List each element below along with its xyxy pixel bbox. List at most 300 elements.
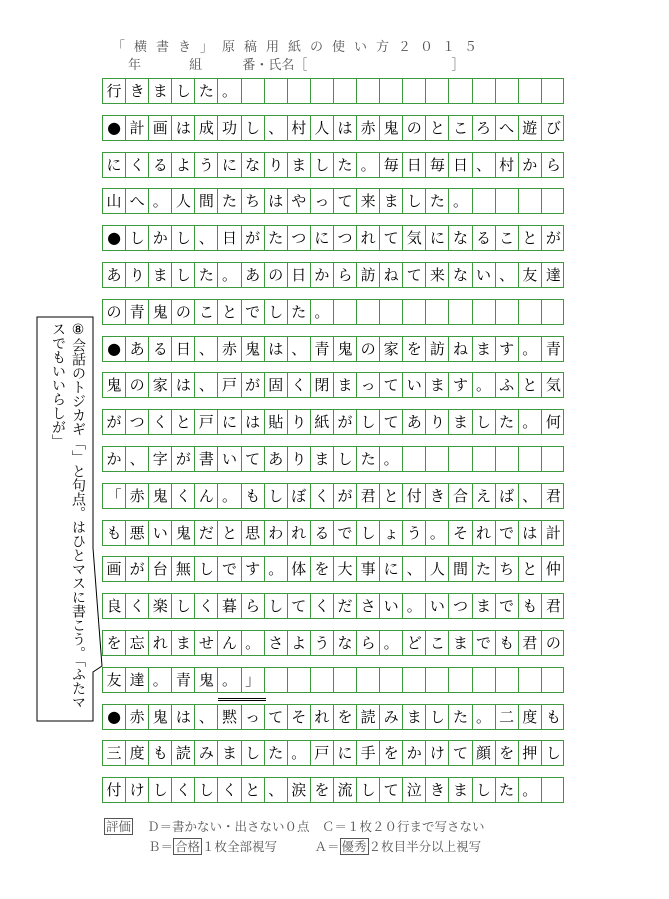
manuscript-cell: も — [103, 521, 126, 545]
manuscript-cell: 君 — [519, 631, 542, 655]
manuscript-cell: 日 — [403, 153, 426, 177]
manuscript-cell: が — [334, 410, 357, 434]
manuscript-cell: 達 — [126, 668, 149, 692]
manuscript-cell: す — [496, 337, 519, 361]
manuscript-cell — [334, 79, 357, 103]
manuscript-cell: な — [242, 153, 265, 177]
manuscript-cell: 画 — [149, 116, 172, 140]
manuscript-cell: 青 — [311, 337, 334, 361]
manuscript-cell: か — [403, 741, 426, 765]
manuscript-cell: ● — [103, 705, 126, 729]
manuscript-cell: く — [126, 594, 149, 618]
manuscript-cell: 付 — [103, 778, 126, 802]
manuscript-cell: 。 — [519, 337, 542, 361]
manuscript-cell: は — [265, 189, 288, 213]
manuscript-cell — [288, 79, 311, 103]
manuscript-cell: れ — [288, 521, 311, 545]
manuscript-row — [102, 225, 564, 251]
manuscript-cell: ま — [449, 778, 472, 802]
manuscript-cell: る — [311, 521, 334, 545]
manuscript-cell: し — [357, 410, 380, 434]
manuscript-cell: も — [519, 594, 542, 618]
manuscript-cell: 青 — [172, 668, 195, 692]
manuscript-cell — [334, 668, 357, 692]
manuscript-cell: ど — [403, 631, 426, 655]
manuscript-cell: か — [103, 447, 126, 471]
manuscript-cell — [473, 189, 496, 213]
manuscript-cell: 。 — [288, 741, 311, 765]
manuscript-cell: 日 — [449, 153, 472, 177]
manuscript-cell: る — [149, 337, 172, 361]
manuscript-cell: に — [334, 741, 357, 765]
manuscript-cell: う — [195, 153, 218, 177]
manuscript-cell: た — [357, 447, 380, 471]
manuscript-cell: し — [403, 189, 426, 213]
manuscript-cell: 体 — [288, 557, 311, 581]
manuscript-cell: 。 — [426, 521, 449, 545]
manuscript-cell: ま — [403, 705, 426, 729]
manuscript-cell: か — [149, 226, 172, 250]
manuscript-cell: っ — [357, 373, 380, 397]
manuscript-cell: と — [218, 300, 241, 324]
manuscript-cell — [380, 668, 403, 692]
manuscript-cell: 。 — [519, 778, 542, 802]
manuscript-cell — [542, 300, 565, 324]
manuscript-cell: 良 — [103, 594, 126, 618]
manuscript-cell: 鬼 — [195, 668, 218, 692]
manuscript-cell: き — [426, 778, 449, 802]
manuscript-cell: 。 — [242, 631, 265, 655]
manuscript-cell — [357, 668, 380, 692]
manuscript-cell: の — [403, 116, 426, 140]
manuscript-cell: 気 — [545, 376, 561, 395]
manuscript-cell — [403, 668, 426, 692]
manuscript-cell: し — [126, 226, 149, 250]
manuscript-cell: は — [172, 373, 195, 397]
manuscript-cell: 友 — [519, 263, 542, 287]
manuscript-cell: と — [218, 521, 241, 545]
manuscript-cell: 間 — [195, 189, 218, 213]
manuscript-cell: 青 — [126, 300, 149, 324]
manuscript-cell: み — [195, 741, 218, 765]
manuscript-cell: 書 — [195, 447, 218, 471]
manuscript-row — [102, 78, 564, 104]
manuscript-row — [102, 336, 564, 362]
manuscript-cell: 忘 — [126, 631, 149, 655]
manuscript-cell: 鬼 — [242, 337, 265, 361]
manuscript-cell: 友 — [103, 668, 126, 692]
manuscript-cell: て — [334, 189, 357, 213]
manuscript-cell: し — [172, 263, 195, 287]
manuscript-row — [102, 520, 564, 546]
manuscript-cell: 人 — [172, 189, 195, 213]
manuscript-cell: れ — [311, 705, 334, 729]
manuscript-cell — [334, 300, 357, 324]
manuscript-cell: よ — [288, 631, 311, 655]
manuscript-cell: と — [380, 484, 403, 508]
manuscript-cell: と — [519, 373, 542, 397]
manuscript-cell: ま — [473, 337, 496, 361]
manuscript-cell: 仲 — [545, 560, 561, 579]
manuscript-cell: と — [426, 116, 449, 140]
manuscript-cell: い — [380, 594, 403, 618]
manuscript-cell: 紙 — [311, 410, 334, 434]
manuscript-cell — [426, 79, 449, 103]
manuscript-cell — [449, 668, 472, 692]
manuscript-cell: 。 — [149, 668, 172, 692]
manuscript-cell: 閉 — [311, 373, 334, 397]
manuscript-cell: い — [426, 594, 449, 618]
manuscript-cell: を — [403, 337, 426, 361]
manuscript-cell: 間 — [449, 557, 472, 581]
grading-line-1 — [104, 817, 485, 835]
manuscript-cell: う — [311, 631, 334, 655]
manuscript-cell: し — [334, 447, 357, 471]
manuscript-cell: た — [496, 410, 519, 434]
manuscript-cell: 、 — [288, 337, 311, 361]
manuscript-cell: け — [426, 741, 449, 765]
manuscript-cell — [403, 79, 426, 103]
manuscript-cell: 毎 — [426, 153, 449, 177]
manuscript-cell: り — [426, 410, 449, 434]
manuscript-cell: 鬼 — [149, 484, 172, 508]
manuscript-cell: 悪 — [126, 521, 149, 545]
manuscript-cell: し — [357, 521, 380, 545]
manuscript-cell: あ — [103, 263, 126, 287]
manuscript-cell: も — [545, 707, 561, 726]
manuscript-cell: 泣 — [403, 778, 426, 802]
manuscript-cell: 「 — [103, 484, 126, 508]
manuscript-cell: く — [172, 484, 195, 508]
manuscript-cell: 赤 — [126, 484, 149, 508]
manuscript-cell: 達 — [545, 266, 561, 284]
manuscript-cell: し — [265, 300, 288, 324]
manuscript-cell: く — [172, 778, 195, 802]
manuscript-cell: の — [103, 300, 126, 324]
manuscript-cell: 計 — [126, 116, 149, 140]
double-underline-mark — [218, 684, 266, 701]
manuscript-row — [102, 667, 564, 693]
manuscript-cell: し — [473, 410, 496, 434]
manuscript-cell: に — [218, 153, 241, 177]
manuscript-cell: し — [357, 778, 380, 802]
manuscript-cell: つ — [449, 594, 472, 618]
manuscript-cell: し — [242, 116, 265, 140]
manuscript-cell: 行 — [103, 79, 126, 103]
manuscript-cell: 二 — [496, 705, 519, 729]
manuscript-cell: 。 — [218, 79, 241, 103]
manuscript-cell: ち — [242, 189, 265, 213]
manuscript-cell: あ — [265, 447, 288, 471]
manuscript-row — [102, 483, 564, 509]
manuscript-cell: て — [403, 263, 426, 287]
manuscript-cell: て — [380, 226, 403, 250]
manuscript-cell: し — [426, 705, 449, 729]
manuscript-cell: た — [473, 557, 496, 581]
manuscript-cell: の — [545, 634, 561, 652]
manuscript-cell: 付 — [403, 484, 426, 508]
manuscript-cell — [449, 300, 472, 324]
manuscript-cell: が — [334, 484, 357, 508]
manuscript-cell: 。 — [449, 189, 472, 213]
manuscript-cell: こ — [449, 116, 472, 140]
manuscript-cell: 鬼 — [380, 116, 403, 140]
grading-dc: Ｄ＝書かない・出さない０点 Ｃ＝１枚２０行まで写さない — [147, 819, 485, 834]
manuscript-cell: 気 — [403, 226, 426, 250]
manuscript-cell: で — [496, 594, 519, 618]
manuscript-cell: 鬼 — [334, 337, 357, 361]
manuscript-cell: を — [380, 741, 403, 765]
manuscript-cell — [496, 79, 519, 103]
manuscript-cell: 赤 — [126, 705, 149, 729]
manuscript-cell: 手 — [357, 741, 380, 765]
manuscript-cell: を — [311, 778, 334, 802]
manuscript-cell: し — [242, 741, 265, 765]
manuscript-cell — [426, 668, 449, 692]
manuscript-cell: か — [519, 153, 542, 177]
manuscript-cell: 大 — [334, 557, 357, 581]
manuscript-cell: 流 — [334, 778, 357, 802]
manuscript-cell: 鬼 — [103, 373, 126, 397]
manuscript-cell: し — [172, 79, 195, 103]
manuscript-cell: い — [403, 373, 426, 397]
manuscript-cell: が — [242, 226, 265, 250]
manuscript-cell: 事 — [357, 557, 380, 581]
manuscript-cell: 度 — [519, 705, 542, 729]
manuscript-cell — [357, 300, 380, 324]
manuscript-cell: け — [126, 778, 149, 802]
manuscript-cell: て — [380, 373, 403, 397]
manuscript-row — [102, 299, 564, 325]
manuscript-cell — [242, 79, 265, 103]
manuscript-cell: 。 — [519, 410, 542, 434]
manuscript-cell — [519, 189, 542, 213]
manuscript-cell: ま — [334, 373, 357, 397]
manuscript-row — [102, 409, 564, 435]
manuscript-cell: ら — [242, 594, 265, 618]
manuscript-cell: せ — [195, 631, 218, 655]
manuscript-cell: は — [172, 116, 195, 140]
manuscript-cell: 、 — [496, 263, 519, 287]
manuscript-cell: は — [519, 521, 542, 545]
manuscript-cell: て — [242, 447, 265, 471]
grading-b-prefix: Ｂ＝ — [148, 839, 174, 854]
manuscript-cell: く — [195, 594, 218, 618]
manuscript-cell: た — [288, 300, 311, 324]
manuscript-cell: が — [126, 557, 149, 581]
manuscript-cell: ね — [449, 337, 472, 361]
manuscript-cell: 村 — [288, 116, 311, 140]
grading-b-mid: １枚全部視写 Ａ＝ — [202, 839, 340, 854]
manuscript-cell — [426, 447, 449, 471]
manuscript-cell: ば — [496, 484, 519, 508]
manuscript-cell: 。 — [218, 263, 241, 287]
manuscript-cell: ま — [473, 594, 496, 618]
manuscript-cell: が — [545, 229, 561, 248]
manuscript-cell: り — [265, 153, 288, 177]
manuscript-row — [102, 777, 564, 803]
manuscript-cell: 。 — [357, 153, 380, 177]
manuscript-cell: 、 — [195, 705, 218, 729]
manuscript-cell: く — [311, 594, 334, 618]
manuscript-cell: 読 — [357, 705, 380, 729]
manuscript-cell: 、 — [519, 484, 542, 508]
manuscript-cell: い — [218, 447, 241, 471]
manuscript-cell: て — [449, 741, 472, 765]
manuscript-cell: で — [496, 521, 519, 545]
manuscript-cell: は — [334, 116, 357, 140]
name-line — [128, 54, 464, 73]
manuscript-cell: 。 — [149, 189, 172, 213]
manuscript-cell: こ — [195, 300, 218, 324]
manuscript-cell: は — [265, 337, 288, 361]
manuscript-cell: ま — [426, 373, 449, 397]
manuscript-cell: こ — [426, 631, 449, 655]
manuscript-cell: も — [149, 741, 172, 765]
manuscript-cell: 、 — [195, 337, 218, 361]
manuscript-cell: わ — [265, 521, 288, 545]
manuscript-cell: 日 — [172, 337, 195, 361]
manuscript-cell: 鬼 — [149, 705, 172, 729]
manuscript-cell: と — [242, 778, 265, 802]
manuscript-cell — [265, 668, 288, 692]
manuscript-cell: く — [311, 484, 334, 508]
manuscript-cell: 字 — [149, 447, 172, 471]
manuscript-cell: 黙 — [218, 705, 241, 729]
manuscript-row — [102, 262, 564, 288]
manuscript-cell: で — [334, 521, 357, 545]
manuscript-cell: た — [265, 226, 288, 250]
manuscript-cell — [519, 300, 542, 324]
manuscript-cell: と — [519, 226, 542, 250]
manuscript-cell: 。 — [218, 668, 241, 692]
manuscript-row — [102, 188, 564, 214]
manuscript-cell: 赤 — [357, 116, 380, 140]
manuscript-cell: す — [449, 373, 472, 397]
manuscript-cell: に — [218, 410, 241, 434]
manuscript-cell: 。 — [380, 631, 403, 655]
manuscript-cell: 、 — [265, 116, 288, 140]
manuscript-cell: 日 — [218, 226, 241, 250]
manuscript-cell: し — [172, 594, 195, 618]
manuscript-cell: ら — [545, 155, 561, 174]
manuscript-cell: 赤 — [218, 337, 241, 361]
manuscript-cell: 山 — [103, 189, 126, 213]
manuscript-cell: り — [126, 263, 149, 287]
manuscript-cell: ● — [103, 337, 126, 361]
manuscript-cell: つ — [334, 226, 357, 250]
manuscript-cell: 来 — [357, 189, 380, 213]
manuscript-cell: み — [380, 705, 403, 729]
manuscript-cell: ま — [311, 447, 334, 471]
manuscript-cell: い — [473, 263, 496, 287]
manuscript-cell: 、 — [403, 557, 426, 581]
name-line-year: 年 — [128, 58, 142, 73]
manuscript-cell: き — [426, 484, 449, 508]
manuscript-cell: 画 — [103, 557, 126, 581]
manuscript-cell — [403, 300, 426, 324]
manuscript-cell: 訪 — [357, 263, 380, 287]
manuscript-cell — [542, 189, 565, 213]
manuscript-cell: た — [265, 741, 288, 765]
manuscript-cell: に — [426, 226, 449, 250]
manuscript-cell: れ — [473, 521, 496, 545]
manuscript-cell: を — [103, 631, 126, 655]
manuscript-cell: し — [311, 153, 334, 177]
manuscript-cell: を — [496, 741, 519, 765]
manuscript-cell: で — [473, 631, 496, 655]
manuscript-cell: り — [288, 447, 311, 471]
grading-a-suffix: ２枚目半分以上視写 — [368, 839, 482, 854]
manuscript-cell: 計 — [545, 523, 561, 542]
manuscript-cell: ま — [149, 263, 172, 287]
manuscript-cell: 来 — [426, 263, 449, 287]
manuscript-cell — [542, 79, 565, 103]
manuscript-cell: 合 — [449, 484, 472, 508]
manuscript-cell: な — [449, 226, 472, 250]
manuscript-cell: 、 — [265, 778, 288, 802]
manuscript-cell: っ — [242, 705, 265, 729]
manuscript-cell: え — [473, 484, 496, 508]
manuscript-cell — [542, 778, 565, 802]
manuscript-cell: し — [195, 778, 218, 802]
manuscript-cell: 度 — [126, 741, 149, 765]
manuscript-cell: 。 — [311, 300, 334, 324]
manuscript-cell — [519, 447, 542, 471]
manuscript-cell — [496, 300, 519, 324]
manuscript-cell: 。 — [265, 557, 288, 581]
manuscript-cell: だ — [195, 521, 218, 545]
manuscript-cell: す — [242, 557, 265, 581]
manuscript-cell: 遊 — [519, 116, 542, 140]
manuscript-cell: つ — [126, 410, 149, 434]
manuscript-cell: 家 — [149, 373, 172, 397]
manuscript-cell: は — [242, 410, 265, 434]
manuscript-cell: ら — [334, 263, 357, 287]
manuscript-cell: く — [218, 778, 241, 802]
manuscript-cell: ま — [449, 631, 472, 655]
manuscript-cell: あ — [126, 337, 149, 361]
excellent-badge: 優秀 — [341, 839, 367, 854]
manuscript-cell: 顔 — [473, 741, 496, 765]
manuscript-cell: て — [288, 594, 311, 618]
manuscript-cell — [311, 668, 334, 692]
manuscript-cell — [473, 447, 496, 471]
manuscript-cell — [449, 79, 472, 103]
manuscript-cell: た — [449, 705, 472, 729]
manuscript-cell: ぼ — [288, 484, 311, 508]
manuscript-cell: 村 — [496, 153, 519, 177]
manuscript-cell — [542, 668, 565, 692]
manuscript-cell: 固 — [265, 373, 288, 397]
manuscript-cell: て — [380, 778, 403, 802]
manuscript-cell: る — [149, 153, 172, 177]
grading-label: 評価 — [106, 819, 132, 834]
manuscript-cell: る — [473, 226, 496, 250]
manuscript-cell: さ — [357, 594, 380, 618]
manuscript-cell: し — [149, 778, 172, 802]
manuscript-cell — [542, 447, 565, 471]
manuscript-cell: 、 — [195, 226, 218, 250]
manuscript-cell: ん — [195, 484, 218, 508]
pass-badge: 合格 — [175, 839, 201, 854]
manuscript-cell: た — [195, 79, 218, 103]
manuscript-cell: 、 — [195, 373, 218, 397]
manuscript-cell — [288, 668, 311, 692]
manuscript-cell: そ — [288, 705, 311, 729]
manuscript-cell — [496, 668, 519, 692]
manuscript-cell: ょ — [380, 521, 403, 545]
